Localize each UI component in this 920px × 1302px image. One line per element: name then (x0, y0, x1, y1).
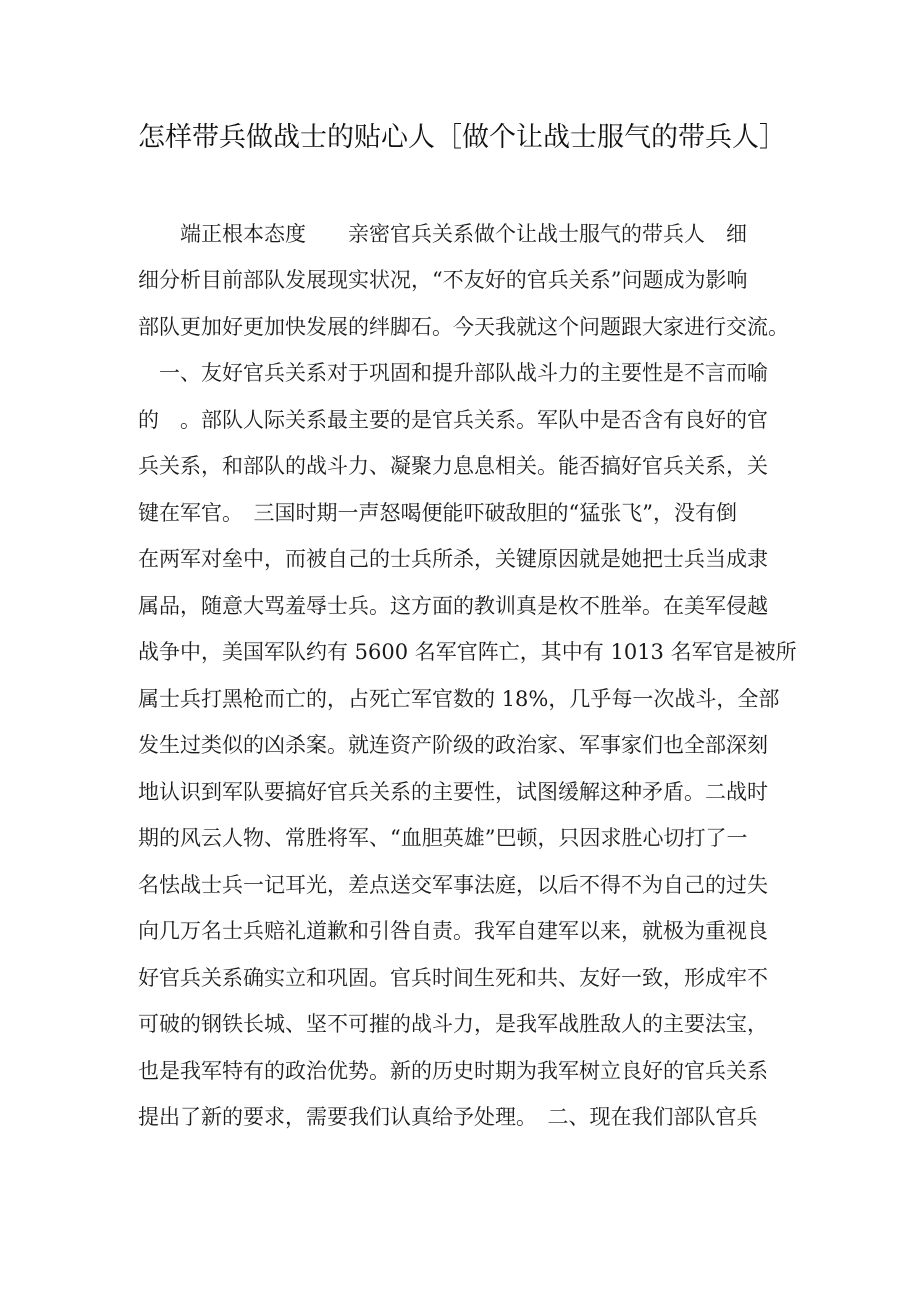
body-line: 战争中，美国军队约有 5600 名军官阵亡，其中有 1013 名军官是被所 (138, 640, 797, 664)
body-line: 好官兵关系确实立和巩固。官兵时间生死和共、友好一致，形成牢不 (138, 966, 768, 990)
body-line: 键在军官。 三国时期一声怒喝便能吓破敌胆的“猛张飞”，没有倒 (138, 501, 737, 525)
body-line: 端正根本态度 亲密官兵关系做个让战士服气的带兵人 细 (138, 222, 747, 246)
body-line: 部队更加好更加快发展的绊脚石。今天我就这个问题跟大家进行交流。 (138, 315, 789, 339)
body-line: 可破的钢铁长城、坚不可摧的战斗力，是我军战胜敌人的主要法宝， (138, 1012, 768, 1036)
body-line: 期的风云人物、常胜将军、“血胆英雄”巴顿，只因求胜心切打了一 (138, 826, 748, 850)
body-line: 地认识到军队要搞好官兵关系的主要性，试图缓解这种矛盾。二战时 (138, 780, 768, 804)
body-line: 属士兵打黑枪而亡的，占死亡军官数的 18%，几乎每一次战斗，全部 (138, 687, 780, 711)
body-line: 发生过类似的凶杀案。就连资产阶级的政治家、军事家们也全部深刻 (138, 733, 768, 757)
body-line: 属品，随意大骂羞辱士兵。这方面的教训真是枚不胜举。在美军侵越 (138, 594, 768, 618)
body-line: 提出了新的要求，需要我们认真给予处理。 二、现在我们部队官兵 (138, 1105, 758, 1129)
body-line: 向几万名士兵赔礼道歉和引咎自责。我军自建军以来，就极为重视良 (138, 919, 768, 943)
body-line: 的 。部队人际关系最主要的是官兵关系。军队中是否含有良好的官 (138, 408, 768, 432)
body-line: 一、友好官兵关系对于巩固和提升部队战斗力的主要性是不言而喻 (138, 361, 768, 385)
body-line: 在两军对垒中，而被自己的士兵所杀，关键原因就是她把士兵当成隶 (138, 547, 768, 571)
body-line: 名怯战士兵一记耳光，差点送交军事法庭，以后不得不为自己的过失 (138, 873, 768, 897)
body-line: 兵关系，和部队的战斗力、凝聚力息息相关。能否搞好官兵关系，关 (138, 454, 768, 478)
body-line: 细分析目前部队发展现实状况，“不友好的官兵关系”问题成为影响 (138, 268, 748, 292)
document-title: 怎样带兵做战士的贴心人［做个让战士服气的带兵人］ (138, 122, 786, 153)
body-line: 也是我军特有的政治优势。新的历史时期为我军树立良好的官兵关系 (138, 1059, 768, 1083)
